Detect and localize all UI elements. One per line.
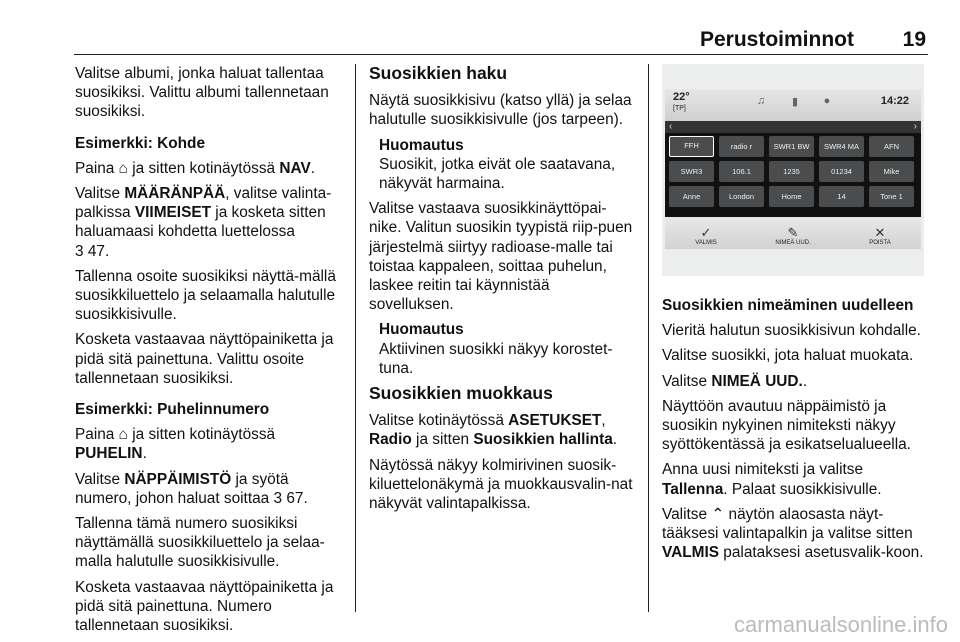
valmis-action: ✓ VALMIS xyxy=(681,226,731,246)
column-divider xyxy=(355,64,356,612)
note-heading: Huomautus xyxy=(379,136,464,154)
paragraph: Paina ⌂ ja sitten kotinäytössä PUHELIN. xyxy=(75,426,276,463)
page-header xyxy=(74,26,928,55)
paragraph: Valitse kotinäytössä ASETUKSET, Radio ja sitten Suosikkien hallinta. xyxy=(369,412,618,449)
section-heading: Suosikkien muokkaus xyxy=(369,383,553,404)
phone-icon: ▮ xyxy=(791,96,799,108)
screen-action-bar xyxy=(665,217,921,249)
paragraph: Valitse NIMEÄ UUD.. xyxy=(662,372,808,390)
paragraph: Valitse MÄÄRÄNPÄÄ, valitse valinta-palkissa VIIMEISET ja kosketa sitten haluamaasi kohdetta luettelossa 3 47. xyxy=(75,185,332,260)
paragraph: Anna uusi nimiteksti ja valitse Tallenna. Palaat suosikkisivulle. xyxy=(662,461,882,498)
paragraph: Valitse suosikki, jota haluat muokata. xyxy=(662,347,914,365)
paragraph: Näyttöön avautuu näppäimistö ja suosikin nykyinen nimiteksti näkyy syöttökentässä ja esikatselualueella. xyxy=(662,397,911,454)
paragraph: Paina ⌂ ja sitten kotinäytössä NAV. xyxy=(75,159,315,177)
note: Huomautus Suosikit, jotka eivät ole saatavana, näkyvät harmaina. xyxy=(379,136,633,194)
delete-action: ✕ POISTA xyxy=(855,226,905,246)
note-heading: Huomautus xyxy=(379,321,464,339)
favourite-button: 1235 xyxy=(769,161,814,182)
temperature: 22° xyxy=(673,91,690,103)
column-divider xyxy=(648,64,649,612)
infotainment-screen-image xyxy=(662,64,924,276)
favourite-button: FFH xyxy=(669,136,714,157)
paragraph: Tallenna osoite suosikiksi näyttä-mällä suosikkiluettelo ja selaamalla halutulle suosikkisivulle. xyxy=(75,267,336,324)
favourite-button: SWR1 BW xyxy=(769,136,814,157)
paragraph: Vieritä halutun suosikkisivun kohdalle. xyxy=(662,322,921,340)
section-heading: Suosikkien haku xyxy=(369,63,508,83)
music-icon: ♫ xyxy=(756,95,766,107)
paragraph: Tallenna tämä numero suosikiksi näyttämällä suosikkiluettelo ja selaa-malla halutulle suosikkisivulle. xyxy=(75,515,325,571)
paragraph: Valitse ⌃ näytön alaosasta näyt-tääksesi valintapalkin ja valitse sitten VALMIS palataksesi asetusvalik-koon. xyxy=(662,505,924,562)
home-icon: ⌂ xyxy=(118,159,128,177)
note: Huomautus Aktiivinen suosikki näkyy korostet-tuna. xyxy=(379,320,633,378)
screen-page-nav xyxy=(665,121,921,133)
pencil-icon: ✎ xyxy=(787,225,799,240)
favourite-button: Mike xyxy=(869,161,914,182)
favourite-button: 106.1 xyxy=(719,161,764,182)
page-number: 19 xyxy=(902,28,926,51)
favourite-button: Anne xyxy=(669,186,714,207)
favourite-button: London xyxy=(719,186,764,207)
favourite-button: 01234 xyxy=(819,161,864,182)
favourite-button: SWR3 xyxy=(669,161,714,182)
column-1 xyxy=(75,64,345,641)
chevron-up-icon: ⌃ xyxy=(711,505,725,523)
watermark: carmanualsonline.info xyxy=(733,612,948,637)
home-icon: ⌂ xyxy=(118,426,128,444)
favourite-button: SWR4 MA xyxy=(819,136,864,157)
chevron-right-icon: › xyxy=(913,121,917,132)
paragraph: Valitse NÄPPÄIMISTÖ ja syötä numero, johon haluat soittaa 3 67. xyxy=(75,470,308,507)
favourite-button: AFN xyxy=(869,136,914,157)
info-icon: ● xyxy=(823,95,831,107)
favourite-button: Tone 1 xyxy=(869,186,914,207)
paragraph: Kosketa vastaavaa näyttöpainiketta ja pidä sitä painettuna. Numero tallennetaan suosikiksi. xyxy=(75,578,334,635)
tp-indicator: [TP] xyxy=(673,105,686,112)
paragraph: Kosketa vastaavaa näyttöpainiketta ja pidä sitä painettuna. Valittu osoite tallennetaan suosikiksi. xyxy=(75,331,334,387)
screen-status-bar xyxy=(665,89,921,121)
page-reference: 3 67. xyxy=(273,489,308,507)
subheading: Esimerkki: Kohde xyxy=(75,134,206,152)
chevron-left-icon: ‹ xyxy=(669,121,673,132)
column-3 xyxy=(662,296,932,568)
close-icon: ✕ xyxy=(874,225,886,240)
rename-action: ✎ NIMEÄ UUD. xyxy=(768,226,818,246)
subheading: Esimerkki: Puhelinnumero xyxy=(75,401,270,419)
page-reference: 3 47. xyxy=(75,242,110,260)
column-2 xyxy=(369,64,633,519)
screen-display xyxy=(665,89,921,249)
paragraph: Näytössä näkyy kolmirivinen suosik-kiluettelonäkymä ja muokkausvalin-nat näkyvät valintapalkissa. xyxy=(369,456,633,513)
paragraph: Näytä suosikkisivu (katso yllä) ja selaa halutulle suosikkisivulle (jos tarpeen). xyxy=(369,92,632,129)
favourite-button: 14 xyxy=(819,186,864,207)
paragraph: Valitse vastaava suosikkinäyttöpai-nike. Valitun suosikin tyypistä riip-puen järjestelmä siirtyy radioase-malle tai toistaa kappaleen, soittaa puhelun, laskee reitin tai käynnistää sovelluksen. xyxy=(369,200,633,314)
subheading: Suosikkien nimeäminen uudelleen xyxy=(662,297,914,314)
favourite-button: radio r xyxy=(719,136,764,157)
favourite-button: Home xyxy=(769,186,814,207)
checkmark-icon: ✓ xyxy=(700,225,712,240)
page-title: Perustoiminnot xyxy=(699,28,854,51)
paragraph: Valitse albumi, jonka haluat tallentaa suosikiksi. Valittu albumi tallennetaan suosikiksi. xyxy=(75,65,329,121)
clock: 14:22 xyxy=(880,95,909,107)
